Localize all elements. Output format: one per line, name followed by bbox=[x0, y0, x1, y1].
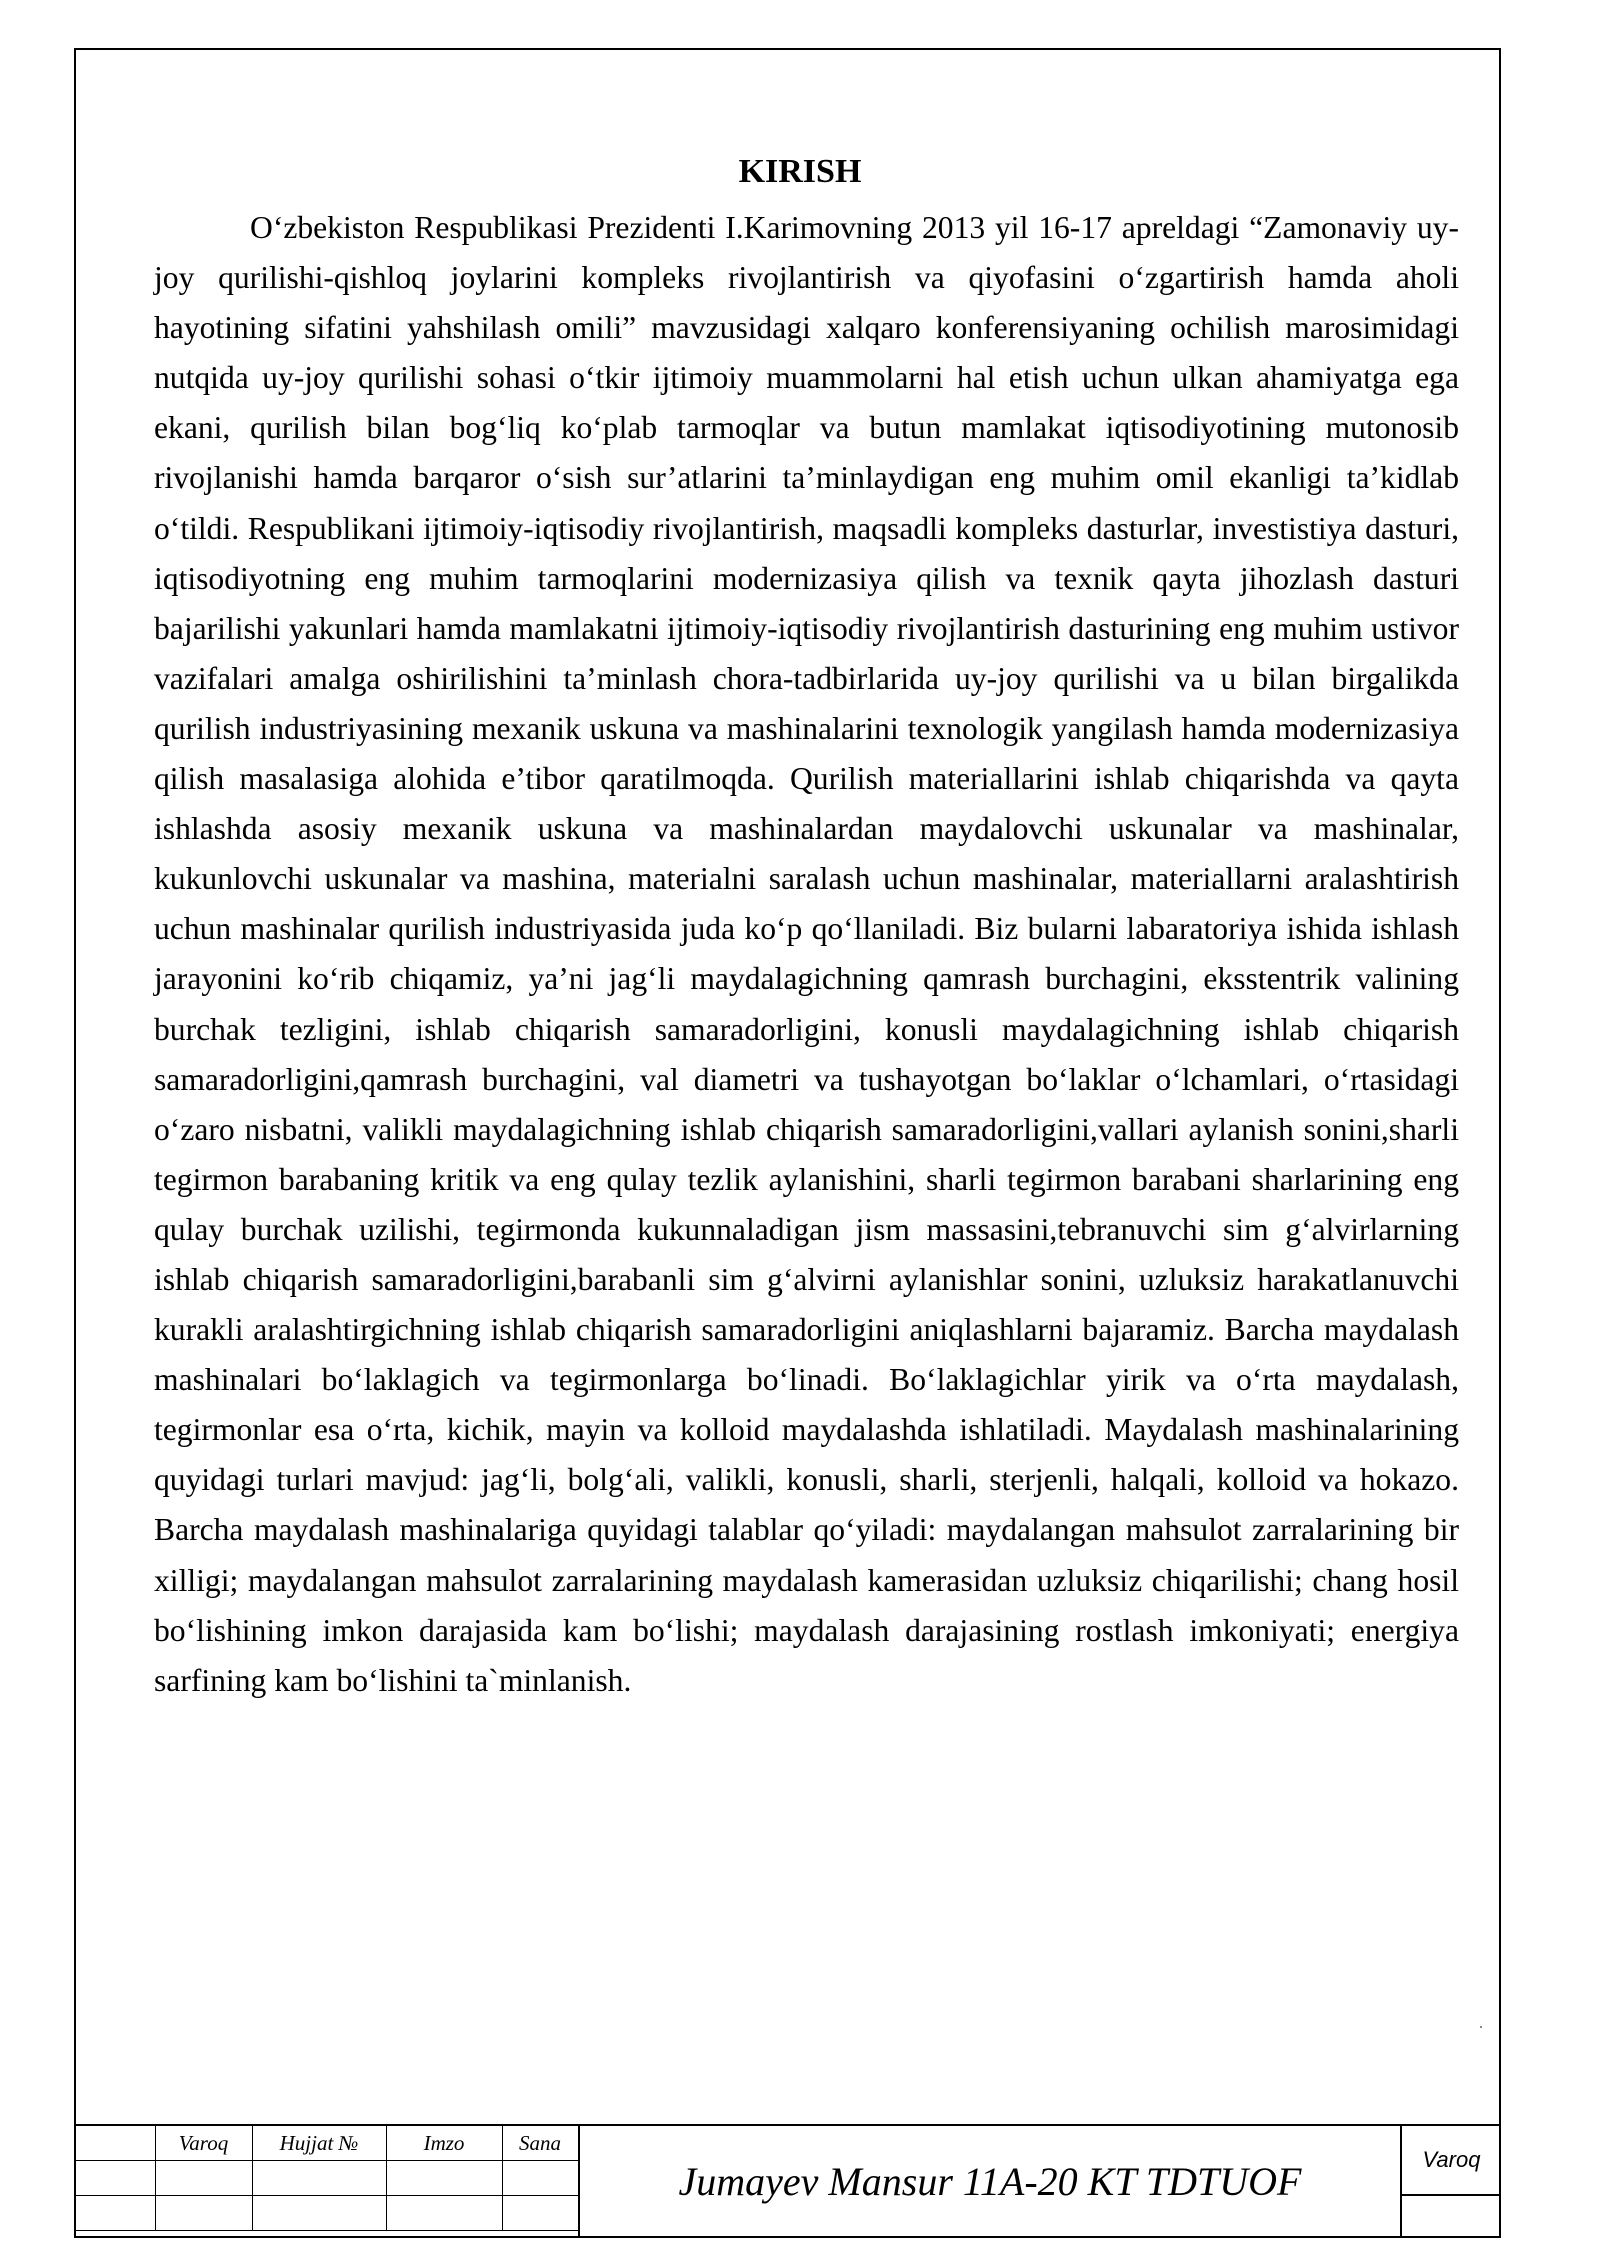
grid-cell bbox=[386, 2196, 502, 2231]
grid-cell bbox=[252, 2161, 386, 2196]
sheet-box bbox=[1402, 2126, 1501, 2236]
column-header-imzo: Imzo bbox=[386, 2126, 502, 2161]
document-body: O‘zbekiston Respublikasi Prezidenti I.Karimovning 2013 yil 16-17 apreldagi “Zamonaviy uy-joy qurilishi-qishloq joylarini kompleks rivojlantirish va qiyofasini o‘zgartirish hamda aholi hayotining sifatini yahshilash omili” mavzusidagi xalqaro konferensiyaning ochilish marosimidagi nutqida uy-joy qurilishi sohasi o‘tkir ijtimoiy muammolarni hal etish uchun ulkan ahamiyatga ega ekani, qurilish bilan bog‘liq ko‘plab tarmoqlar va butun mamlakat iqtisodiyotining mutonosib rivojlanishi hamda barqaror o‘sish sur’atlarini ta’minlaydigan eng muhim omil ekanligi ta’kidlab o‘tildi. Respublikani ijtimoiy-iqtisodiy rivojlantirish, maqsadli kompleks dasturlar, investistiya dasturi, iqtisodiyotning eng muhim tarmoqlarini modernizasiya qilish va texnik qayta jihozlash dasturi bajarilishi yakunlari hamda mamlakatni ijtimoiy-iqtisodiy rivojlantirish dasturining eng muhim ustivor vazifalari amalga oshirilishini ta’minlash chora-tadbirlarida uy-joy qurilishi va u bilan birgalikda qurilish industriyasining mexanik uskuna va mashinalarini texnologik yangilash hamda modernizasiya qilish masalasiga alohida e’tibor qaratilmoqda. Qurilish materiallarini ishlab chiqarishda va qayta ishlashda asosiy mexanik uskuna va mashinalardan maydalovchi uskunalar va mashinalar, kukunlovchi uskunalar va mashina, materialni saralash uchun mashinalar, materiallarni aralashtirish uchun mashinalar qurilish industriyasida juda ko‘p qo‘llaniladi. Biz bularni labaratoriya ishida ishlash jarayonini ko‘rib chiqamiz, ya’ni jag‘li maydalagichning qamrash burchagini, eksstentrik valining burchak tezligini, ishlab chiqarish samaradorligini, konusli maydalagichning ishlab chiqarish samaradorligini,qamrash burchagini, val diametri va tushayotgan bo‘laklar o‘lchamlari, o‘rtasidagi o‘zaro nisbatni, valikli maydalagichning ishlab chiqarish samaradorligini,vallari aylanish sonini,sharli tegirmon barabaning kritik va eng qulay tezlik aylanishini, sharli tegirmon barabani sharlarining eng qulay burchak uzilishi, tegirmonda kukunnaladigan jism massasini,tebranuvchi sim g‘alvirlarning ishlab chiqarish samaradorligini,barabanli sim g‘alvirni aylanishlar sonini, uzluksiz harakatlanuvchi kurakli aralashtirgichning ishlab chiqarish samaradorligini aniqlashlarni bajaramiz. Barcha maydalash mashinalari bo‘laklagich va tegirmonlarga bo‘linadi. Bo‘laklagichlar yirik va o‘rta maydalash, tegirmonlar esa o‘rta, kichik, mayin va kolloid maydalashda ishlatiladi. Maydalash mashinalarining quyidagi turlari mavjud: jag‘li, bolg‘ali, valikli, konusli, sharli, sterjenli, halqali, kolloid va hokazo. Barcha maydalash mashinalariga quyidagi talablar qo‘yiladi: maydalangan mahsulot zarralarining bir xilligi; maydalangan mahsulot zarralarining maydalash kamerasidan uzluksiz chiqarilishi; chang hosil bo‘lishining imkon darajasida kam bo‘lishi; maydalash darajasining rostlash imkoniyati; energiya sarfining kam bo‘lishini ta`minlanish. bbox=[154, 210, 1459, 1698]
grid-cell bbox=[76, 2161, 155, 2196]
grid-cell bbox=[386, 2161, 502, 2196]
author-info: Jumayev Mansur 11A-20 KT TDTUOF bbox=[578, 2126, 1402, 2236]
grid-cell-blank bbox=[76, 2126, 155, 2161]
column-header-sana: Sana bbox=[502, 2126, 578, 2161]
grid-cell bbox=[252, 2196, 386, 2231]
speck bbox=[1480, 2026, 1482, 2028]
revision-grid bbox=[76, 2126, 579, 2231]
grid-cell bbox=[502, 2196, 578, 2231]
title-block bbox=[74, 2126, 1501, 2238]
grid-cell bbox=[155, 2196, 252, 2231]
column-header-varoq: Varoq bbox=[155, 2126, 252, 2161]
grid-cell bbox=[155, 2161, 252, 2196]
column-header-hujjat: Hujjat № bbox=[252, 2126, 386, 2161]
sheet-label: Varoq bbox=[1402, 2126, 1501, 2196]
grid-cell bbox=[502, 2161, 578, 2196]
document-title: KIRISH bbox=[738, 153, 862, 190]
grid-cell bbox=[76, 2196, 155, 2231]
